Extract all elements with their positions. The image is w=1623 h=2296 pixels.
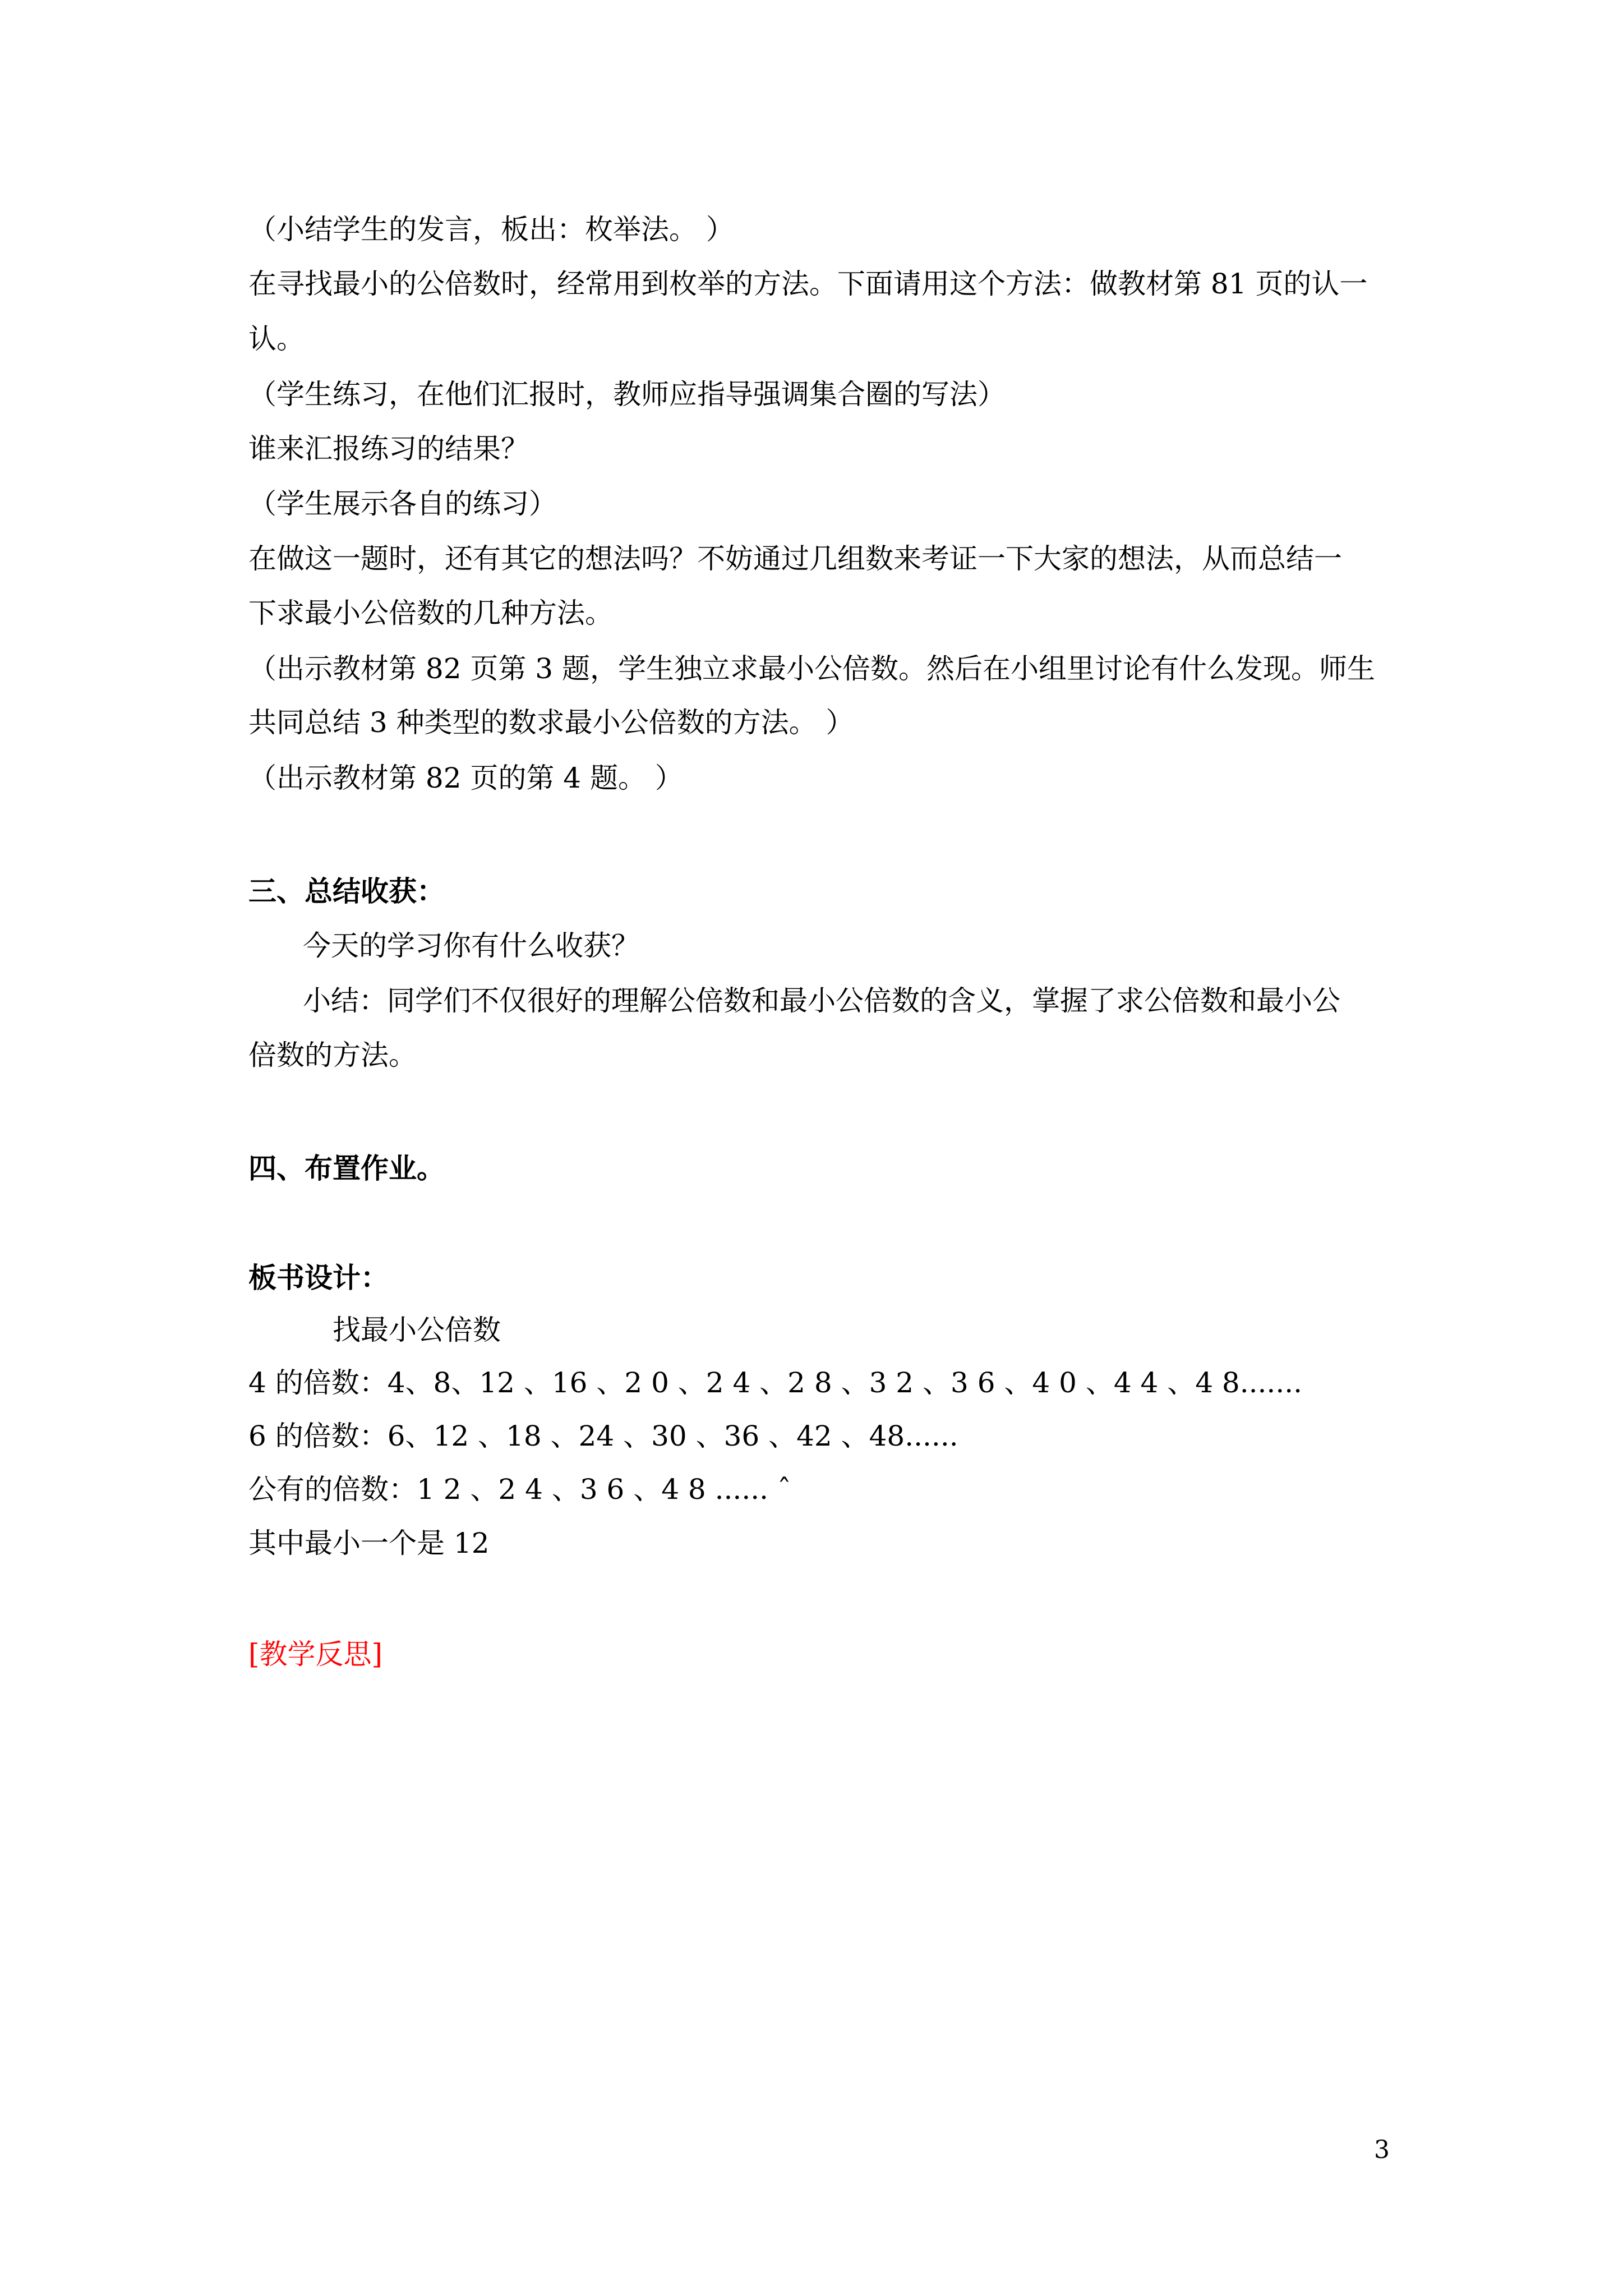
board-title: 找最小公倍数 [333,1314,501,1346]
paragraph-line: 小结：同学们不仅很好的理解公倍数和最小公倍数的含义，掌握了求公倍数和最小公 [303,984,1340,1017]
paragraph-line: 谁来汇报练习的结果？ [248,432,529,465]
paragraph-line: 倍数的方法。 [248,1039,417,1071]
paragraph-line: 认。 [248,323,305,355]
paragraph-line: （小结学生的发言，板出：枚举法。 ） [248,213,734,246]
board-line: 4 的倍数：4、8、12 、16 、2 0 、2 4 、2 8 、3 2 、3 6 、4 0 、4 4 、4 8....... [248,1366,1303,1399]
paragraph-line: （出示教材第 82 页的第 4 题。 ） [248,762,683,794]
teaching-reflection-label: [教学反思] [248,1638,383,1671]
section-heading-homework: 四、布置作业。 [248,1152,445,1185]
board-line: 其中最小一个是 12 [248,1527,490,1559]
paragraph-line: （学生展示各自的练习） [248,487,557,520]
page-number: 3 [1374,2136,1390,2164]
paragraph-line: （出示教材第 82 页第 3 题，学生独立求最小公倍数。然后在小组里讨论有什么发现。师生 [248,652,1376,685]
paragraph-line: 下求最小公倍数的几种方法。 [248,597,613,629]
paragraph-line: 共同总结 3 种类型的数求最小公倍数的方法。 ） [248,706,854,739]
board-design-heading: 板书设计： [248,1261,389,1294]
paragraph-line: 在做这一题时，还有其它的想法吗？不妨通过几组数来考证一下大家的想法，从而总结一 [248,542,1342,575]
paragraph-line: （学生练习，在他们汇报时，教师应指导强调集合圈的写法） [248,378,1006,411]
board-line: 6 的倍数：6、12 、18 、24 、30 、36 、42 、48...... [248,1420,958,1452]
paragraph-line: 今天的学习你有什么收获？ [303,930,639,962]
section-heading-summary: 三、总结收获： [248,875,445,908]
board-line: 公有的倍数：1 2 、2 4 、3 6 、4 8 ...... ˆ [248,1473,791,1506]
paragraph-line: 在寻找最小的公倍数时，经常用到枚举的方法。下面请用这个方法：做教材第 81 页的认一 [248,268,1368,300]
